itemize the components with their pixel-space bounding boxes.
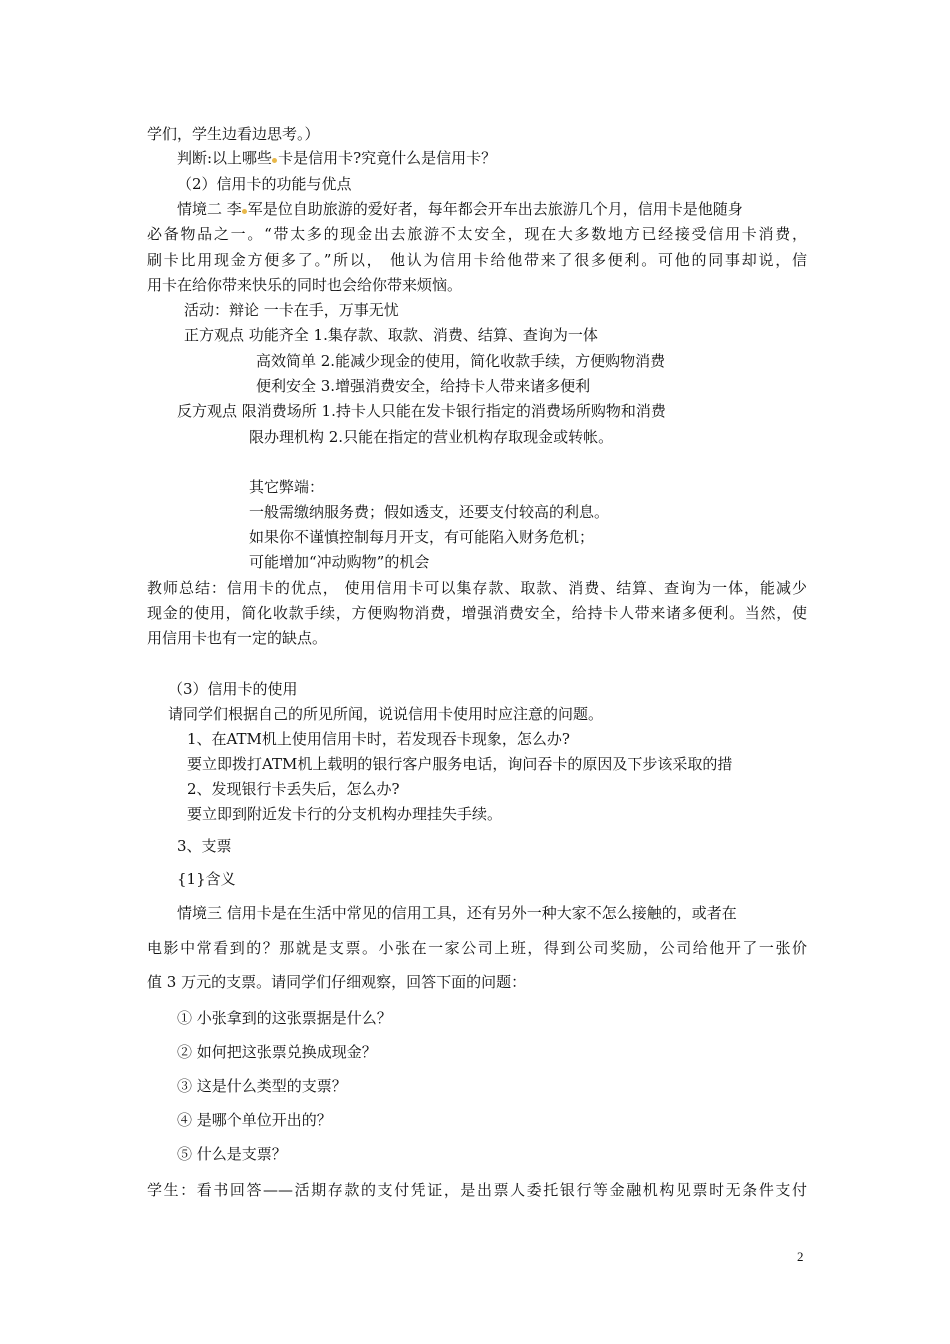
text-line: 电影中常看到的？那就是支票。小张在一家公司上班，得到公司奖励，公司给他开了一张价 (147, 939, 807, 957)
text-line: 如果你不谨慎控制每月开支，有可能陷入财务危机； (249, 528, 595, 546)
section-heading: （3）信用卡的使用 (168, 680, 298, 698)
text-span: 判断:以上哪些 (177, 149, 273, 167)
text-line: 高效简单 2.能减少现金的使用，简化收款手续，方便购物消费 (256, 352, 666, 370)
text-line: 现金的使用，简化收款手续，方便购物消费，增强消费安全，给持卡人带来诸多便利。当然，使 (147, 604, 807, 622)
question-item: ② 如何把这张票兑换成现金？ (177, 1043, 377, 1061)
text-line: 活动：辩论 一卡在手，万事无忧 (184, 301, 399, 319)
text-line: 教师总结：信用卡的优点， 使用信用卡可以集存款、取款、消费、结算、查询为一体，能减少 (147, 579, 807, 597)
text-line: 其它弊端： (249, 478, 325, 496)
text-span: 军是位自助旅游的爱好者，每年都会开车出去旅游几个月，信用卡是他随身 (247, 200, 743, 218)
edit-mark-icon (242, 209, 247, 214)
section-heading: （2）信用卡的功能与优点 (177, 175, 352, 193)
question-item: ③ 这是什么类型的支票？ (177, 1077, 347, 1095)
text-span: 情境二 李 (177, 200, 242, 218)
text-line: 正方观点 功能齐全 1.集存款、取款、消费、结算、查询为一体 (184, 326, 598, 344)
question-item: ⑤ 什么是支票？ (177, 1145, 287, 1163)
text-span: 卡是信用卡?究竟什么是信用卡？ (278, 149, 497, 167)
text-line: 刷卡比用现金方便多了。”所以， 他认为信用卡给他带来了很多便利。可他的同事却说，信 (147, 251, 807, 269)
text-line: 要立即拨打ATM机上载明的银行客户服务电话，询问吞卡的原因及下步该采取的措 (187, 755, 733, 773)
text-line: 要立即到附近发卡行的分支机构办理挂失手续。 (187, 805, 503, 823)
text-line: 限办理机构 2.只能在指定的营业机构存取现金或转帐。 (249, 428, 614, 446)
text-line: 用卡在给你带来快乐的同时也会给你带来烦恼。 (147, 276, 463, 294)
text-line: 便利安全 3.增强消费安全，给持卡人带来诸多便利 (256, 377, 591, 395)
section-heading: {1}含义 (177, 870, 236, 888)
question-item: ① 小张拿到的这张票据是什么？ (177, 1009, 392, 1027)
text-line: 学们，学生边看边思考。） (147, 125, 320, 143)
edit-mark-icon (272, 158, 277, 163)
question-item: ④ 是哪个单位开出的？ (177, 1111, 332, 1129)
text-line (177, 148, 496, 168)
page-number: 2 (797, 1249, 804, 1264)
text-line: 必备物品之一。“带太多的现金出去旅游不太安全，现在大多数地方已经接受信用卡消费， (147, 225, 807, 243)
text-line: 反方观点 限消费场所 1.持卡人只能在发卡银行指定的消费场所购物和消费 (177, 402, 666, 420)
text-line: 用信用卡也有一定的缺点。 (147, 629, 328, 647)
section-heading: 3、支票 (177, 837, 232, 855)
text-line: 请同学们根据自己的所见所闻，说说信用卡使用时应注意的问题。 (168, 705, 604, 723)
text-line (177, 199, 743, 219)
text-line: 一般需缴纳服务费；假如透支，还要支付较高的利息。 (249, 503, 610, 521)
text-line: 1、在ATM机上使用信用卡时，若发现吞卡现象，怎么办? (187, 730, 570, 748)
text-line: 值 3 万元的支票。请同学们仔细观察，回答下面的问题： (147, 973, 527, 991)
text-line: 2、发现银行卡丢失后，怎么办? (187, 780, 400, 798)
text-line: 情境三 信用卡是在生活中常见的信用工具，还有另外一种大家不怎么接触的，或者在 (177, 904, 737, 922)
text-line: 学生：看书回答——活期存款的支付凭证，是出票人委托银行等金融机构见票时无条件支付 (147, 1181, 807, 1199)
text-line: 可能增加“冲动购物”的机会 (249, 553, 430, 571)
